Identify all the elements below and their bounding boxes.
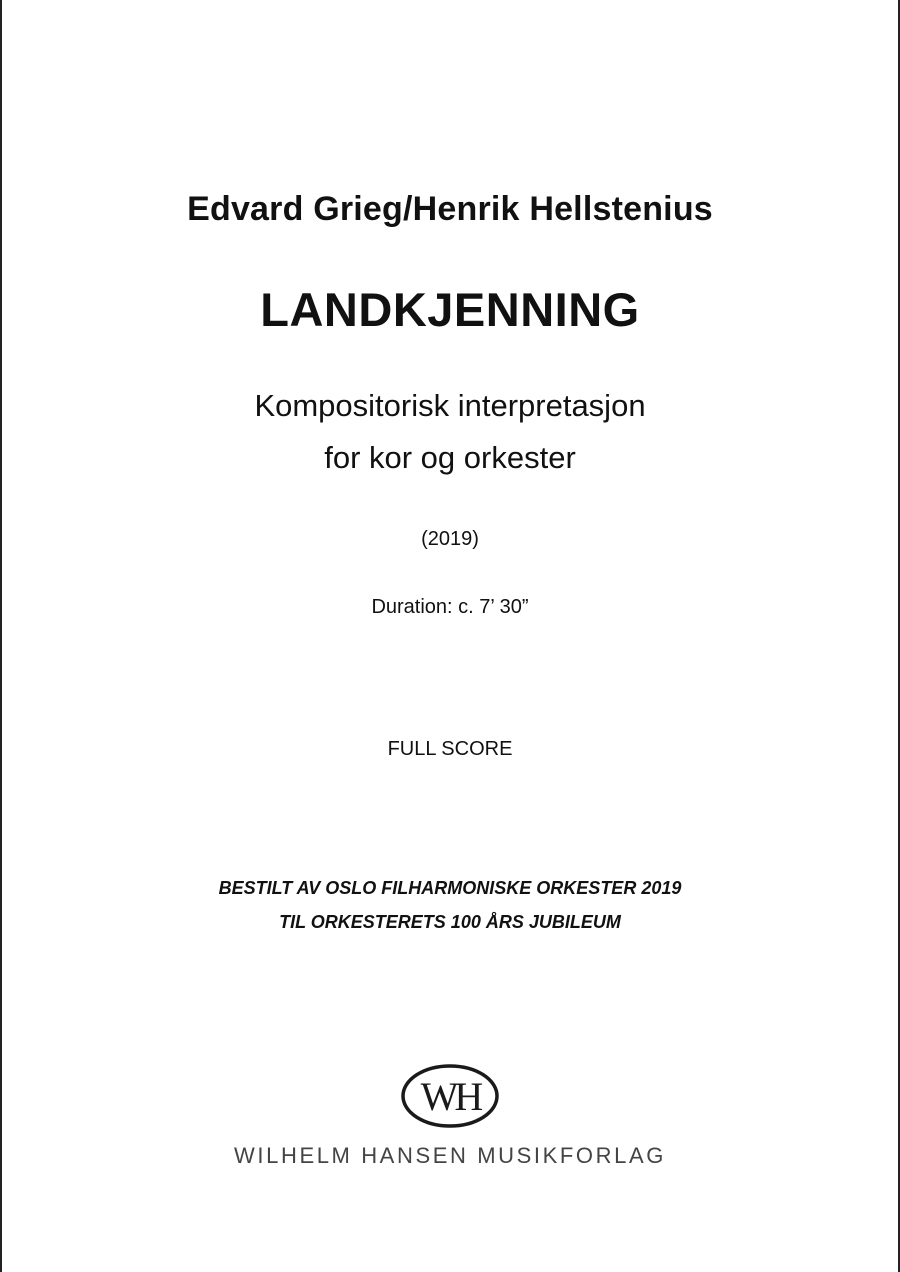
subtitle-line-1: Kompositorisk interpretasjon [254,388,646,423]
duration-text: Duration: c. 7’ 30” [371,596,529,618]
composition-year: (2019) [421,528,479,550]
subtitle-line-2: for kor og orkester [324,440,576,475]
score-type-label: FULL SCORE [387,738,513,760]
publisher-logo-icon [400,1063,500,1129]
commission-line-1: BESTILT AV OSLO FILHARMONISKE ORKESTER 2019 [218,878,682,898]
publisher-name: WILHELM HANSEN MUSIKFORLAG [234,1143,666,1168]
composer-name: Edvard Grieg/Henrik Hellstenius [187,190,713,228]
publisher-logo-text: WH [420,1074,480,1119]
work-title: LANDKJENNING [260,283,640,336]
commission-line-2: TIL ORKESTERETS 100 ÅRS JUBILEUM [279,912,621,932]
